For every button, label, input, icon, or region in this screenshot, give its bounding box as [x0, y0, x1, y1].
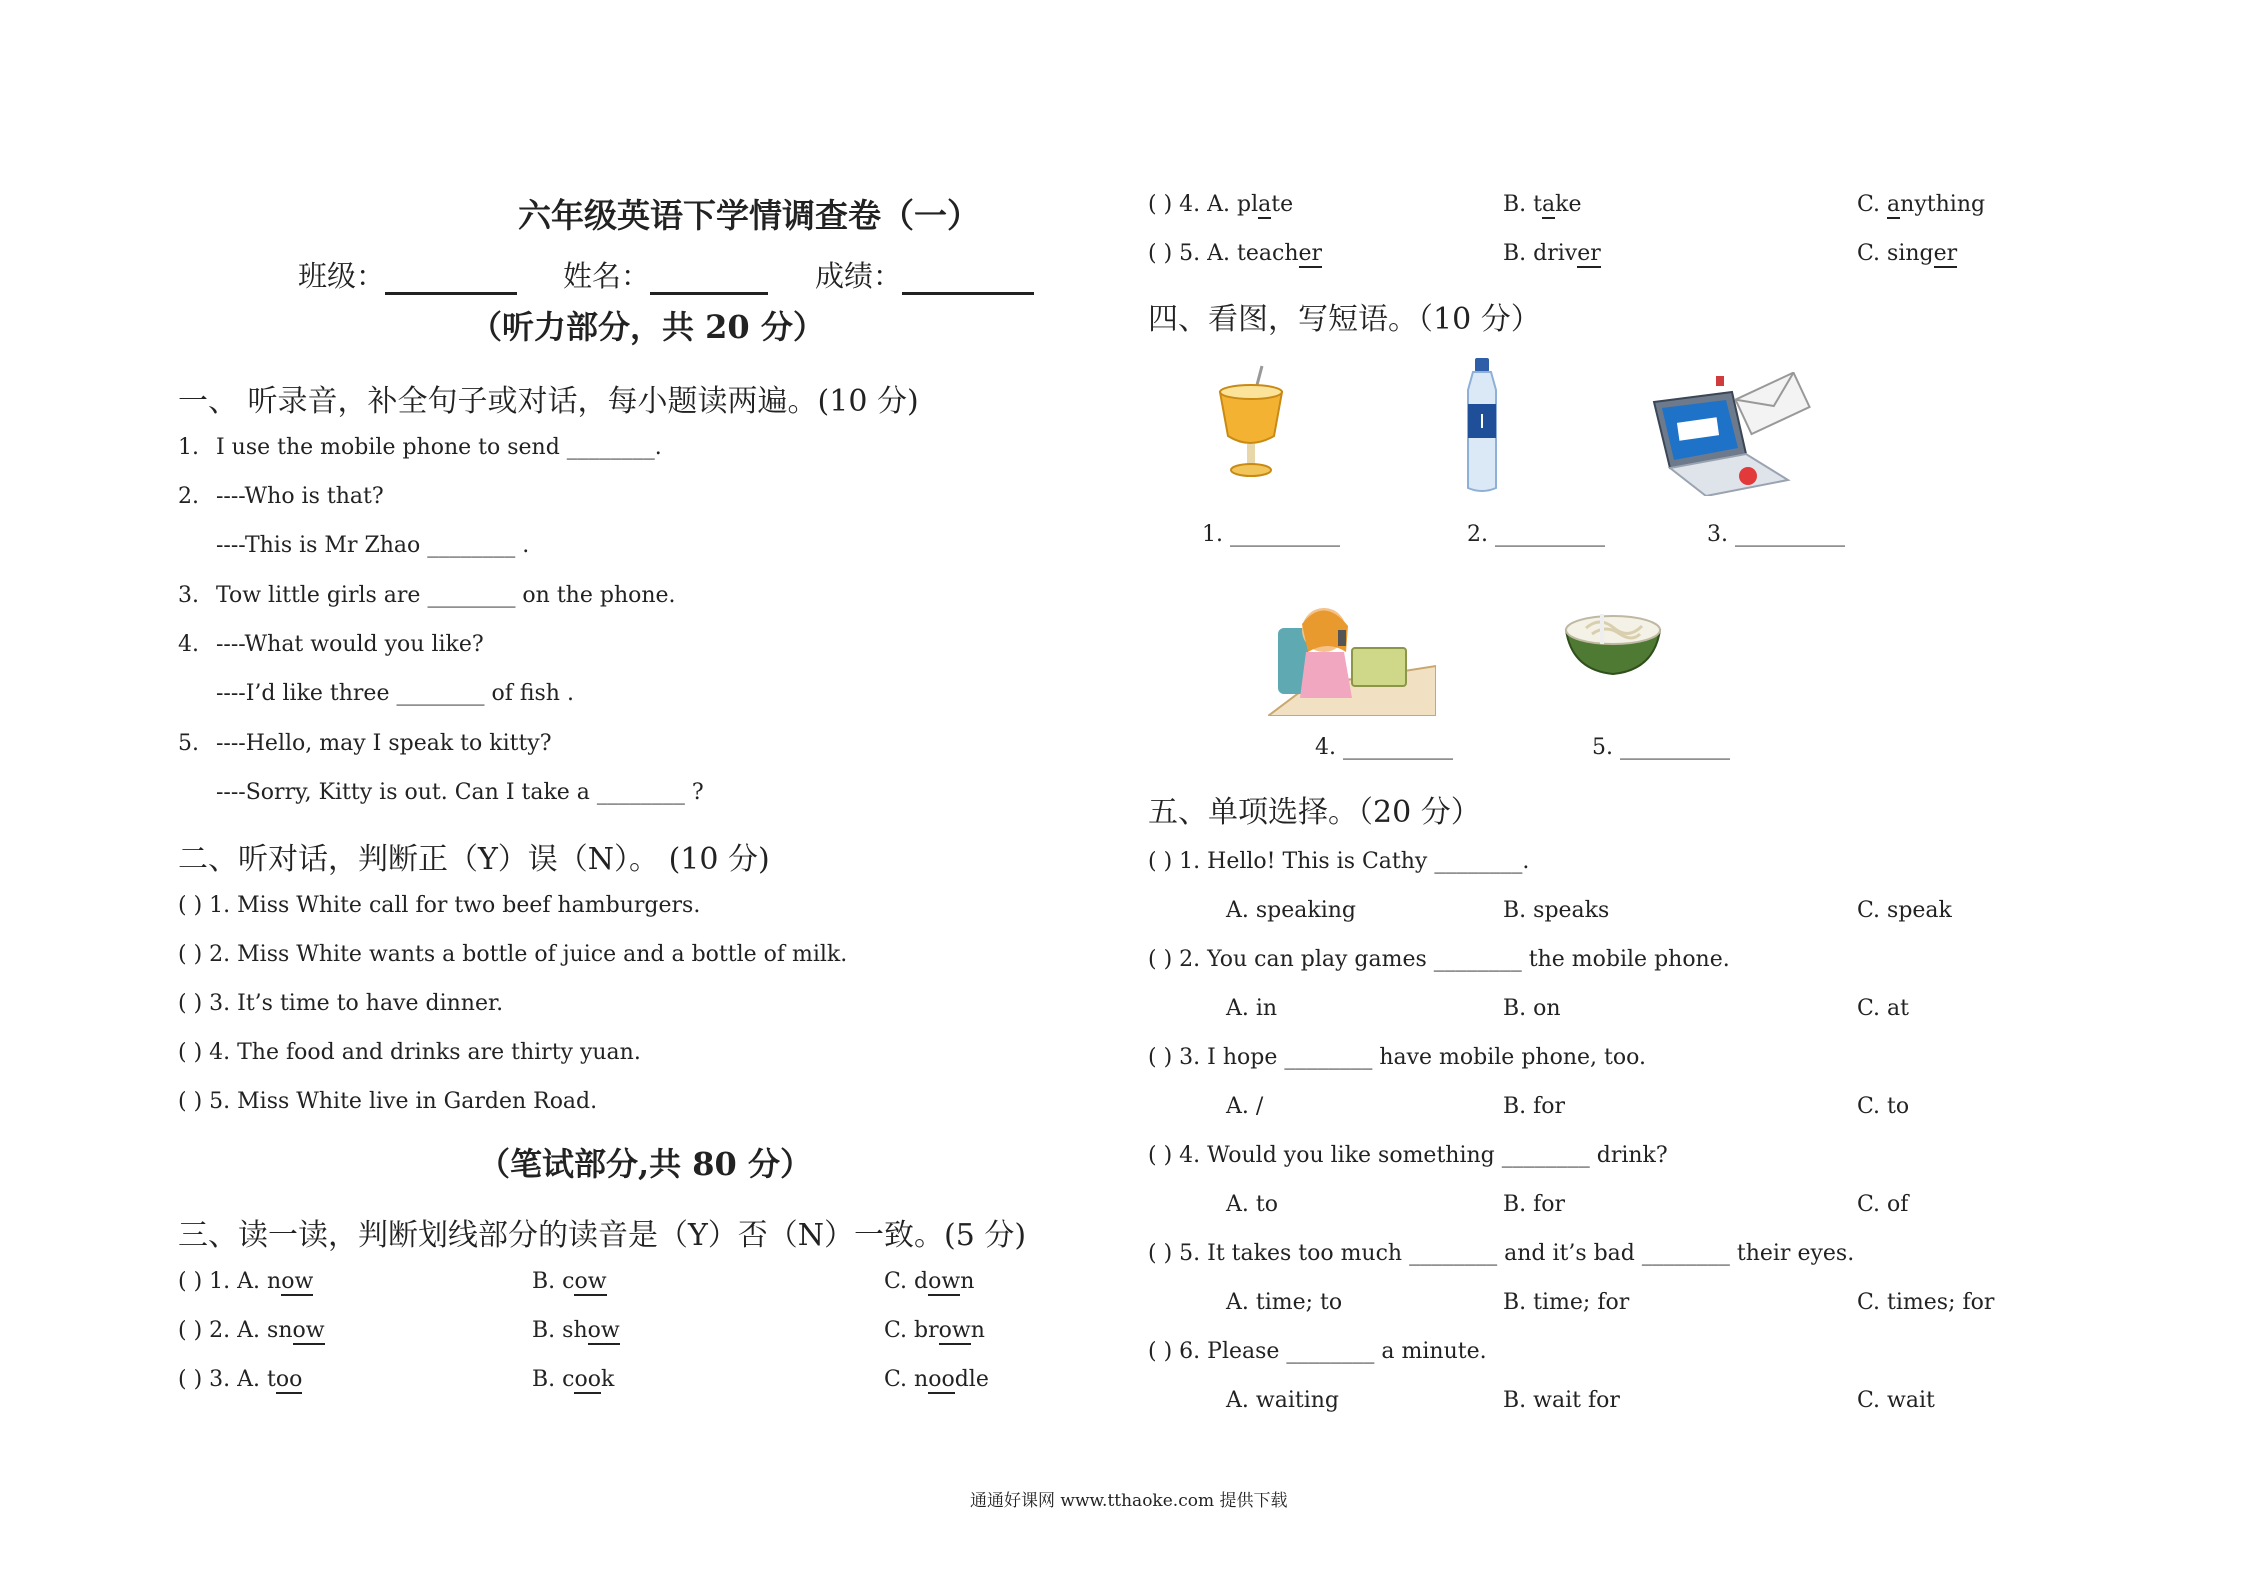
s2-item-5: ( ) 5. Miss White live in Garden Road.	[178, 1089, 598, 1114]
s5-option-4c: C. of	[1857, 1192, 1909, 1217]
s1-num-4: 4.	[178, 632, 199, 657]
s3-item-4-c: C. anything	[1857, 192, 1986, 217]
s5-option-1b: B. speaks	[1503, 898, 1610, 923]
s4-blank-3[interactable]: 3. __________	[1707, 522, 1845, 547]
s5-option-2c: C. at	[1857, 996, 1909, 1021]
s1-line-1: I use the mobile phone to send ________.	[216, 435, 662, 460]
s3-item-3-c: C. noodle	[884, 1367, 989, 1392]
footer-text: 通通好课网 www.tthaoke.com 提供下载	[970, 1491, 1288, 1511]
s1-line-2: ----Who is that?	[216, 484, 384, 509]
s1-line-8: ----Sorry, Kitty is out. Can I take a ________ ?	[216, 780, 704, 805]
s5-question-5: ( ) 5. It takes too much ________ and it’s bad ________ their eyes.	[1148, 1241, 1855, 1266]
s3-item-1-c: C. down	[884, 1269, 975, 1294]
s3-item-1-b: B. cow	[532, 1269, 607, 1294]
s5-option-6b: B. wait for	[1503, 1388, 1620, 1413]
section4-title: 四、看图，写短语。（10 分）	[1148, 302, 1541, 337]
s1-line-7: ----Hello, may I speak to kitty?	[216, 731, 552, 756]
s5-option-5b: B. time; for	[1503, 1290, 1630, 1315]
section1-title: 一、 听录音，补全句子或对话，每小题读两遍。(10 分)	[178, 384, 919, 419]
s5-question-6: ( ) 6. Please ________ a minute.	[1148, 1339, 1487, 1364]
s4-blank-1[interactable]: 1. __________	[1202, 522, 1340, 547]
s4-blank-2[interactable]: 2. __________	[1467, 522, 1605, 547]
s5-option-5c: C. times; for	[1857, 1290, 1995, 1315]
s5-question-3: ( ) 3. I hope ________ have mobile phone, too.	[1148, 1045, 1646, 1070]
s2-item-3: ( ) 3. It’s time to have dinner.	[178, 991, 504, 1016]
score-field	[815, 254, 1034, 295]
s5-question-4: ( ) 4. Would you like something ________ drink?	[1148, 1143, 1668, 1168]
class-label: 班级：	[298, 259, 386, 293]
s5-option-2a: A. in	[1226, 996, 1278, 1021]
s3-item-2: ( ) 2. A. snow	[178, 1318, 325, 1343]
s2-item-2: ( ) 2. Miss White wants a bottle of juice and a bottle of milk.	[178, 942, 848, 967]
name-field	[563, 254, 768, 295]
score-label: 成绩：	[815, 259, 903, 293]
s5-option-6a: A. waiting	[1226, 1388, 1339, 1413]
s4-blank-4[interactable]: 4. __________	[1315, 735, 1453, 760]
juice-icon	[1212, 364, 1290, 482]
s3-item-3: ( ) 3. A. too	[178, 1367, 303, 1392]
s5-option-3c: C. to	[1857, 1094, 1910, 1119]
class-field	[298, 254, 517, 295]
s5-option-4b: B. for	[1503, 1192, 1566, 1217]
class-blank[interactable]	[385, 262, 517, 295]
s5-option-4a: A. to	[1226, 1192, 1278, 1217]
s4-blank-5[interactable]: 5. __________	[1592, 735, 1730, 760]
listening-heading: （听力部分，共 20 分）	[470, 308, 825, 346]
s1-num-1: 1.	[178, 435, 199, 460]
s1-line-5: ----What would you like?	[216, 632, 484, 657]
s5-option-2b: B. on	[1503, 996, 1561, 1021]
s3-item-5-c: C. singer	[1857, 241, 1958, 266]
s5-option-5a: A. time; to	[1226, 1290, 1343, 1315]
s2-item-1: ( ) 1. Miss White call for two beef hamburgers.	[178, 893, 701, 918]
page-title: 六年级英语下学情调查卷（一）	[518, 196, 980, 235]
s3-item-5: ( ) 5. A. teacher	[1148, 241, 1323, 266]
s1-line-4: Tow little girls are ________ on the phone.	[216, 583, 676, 608]
section5-title: 五、单项选择。（20 分）	[1148, 795, 1481, 830]
s3-item-1: ( ) 1. A. now	[178, 1269, 314, 1294]
s5-question-1: ( ) 1. Hello! This is Cathy ________.	[1148, 849, 1530, 874]
s5-option-1c: C. speak	[1857, 898, 1952, 923]
s3-item-4-b: B. take	[1503, 192, 1582, 217]
s3-item-3-b: B. cook	[532, 1367, 615, 1392]
s3-item-2-b: B. show	[532, 1318, 620, 1343]
written-heading: （笔试部分,共 80 分）	[478, 1145, 812, 1183]
s1-line-6: ----I’d like three ________ of fish .	[216, 681, 574, 706]
s3-item-4: ( ) 4. A. plate	[1148, 192, 1294, 217]
noodles-bowl-icon	[1562, 604, 1664, 676]
section2-title: 二、听对话，判断正（Y）误（N）。 (10 分)	[178, 842, 770, 877]
s3-item-5-b: B. driver	[1503, 241, 1601, 266]
water-bottle-icon	[1458, 356, 1506, 496]
s5-option-1a: A. speaking	[1226, 898, 1357, 923]
s5-question-2: ( ) 2. You can play games ________ the mobile phone.	[1148, 947, 1730, 972]
score-blank[interactable]	[902, 262, 1034, 295]
section3-title: 三、读一读，判断划线部分的读音是（Y）否（N）一致。(5 分)	[178, 1218, 1027, 1253]
s5-option-3b: B. for	[1503, 1094, 1566, 1119]
girl-phone-computer-icon	[1268, 600, 1436, 716]
name-blank[interactable]	[650, 262, 768, 295]
s1-num-5: 5.	[178, 731, 199, 756]
s5-option-6c: C. wait	[1857, 1388, 1935, 1413]
s3-item-2-c: C. brown	[884, 1318, 985, 1343]
s5-option-3a: A. /	[1226, 1094, 1264, 1119]
s1-num-3: 3.	[178, 583, 199, 608]
s2-item-4: ( ) 4. The food and drinks are thirty yuan.	[178, 1040, 641, 1065]
name-label: 姓名：	[563, 259, 651, 293]
s1-num-2: 2.	[178, 484, 199, 509]
laptop-email-icon	[1648, 372, 1812, 496]
s1-line-3: ----This is Mr Zhao ________ .	[216, 533, 530, 558]
